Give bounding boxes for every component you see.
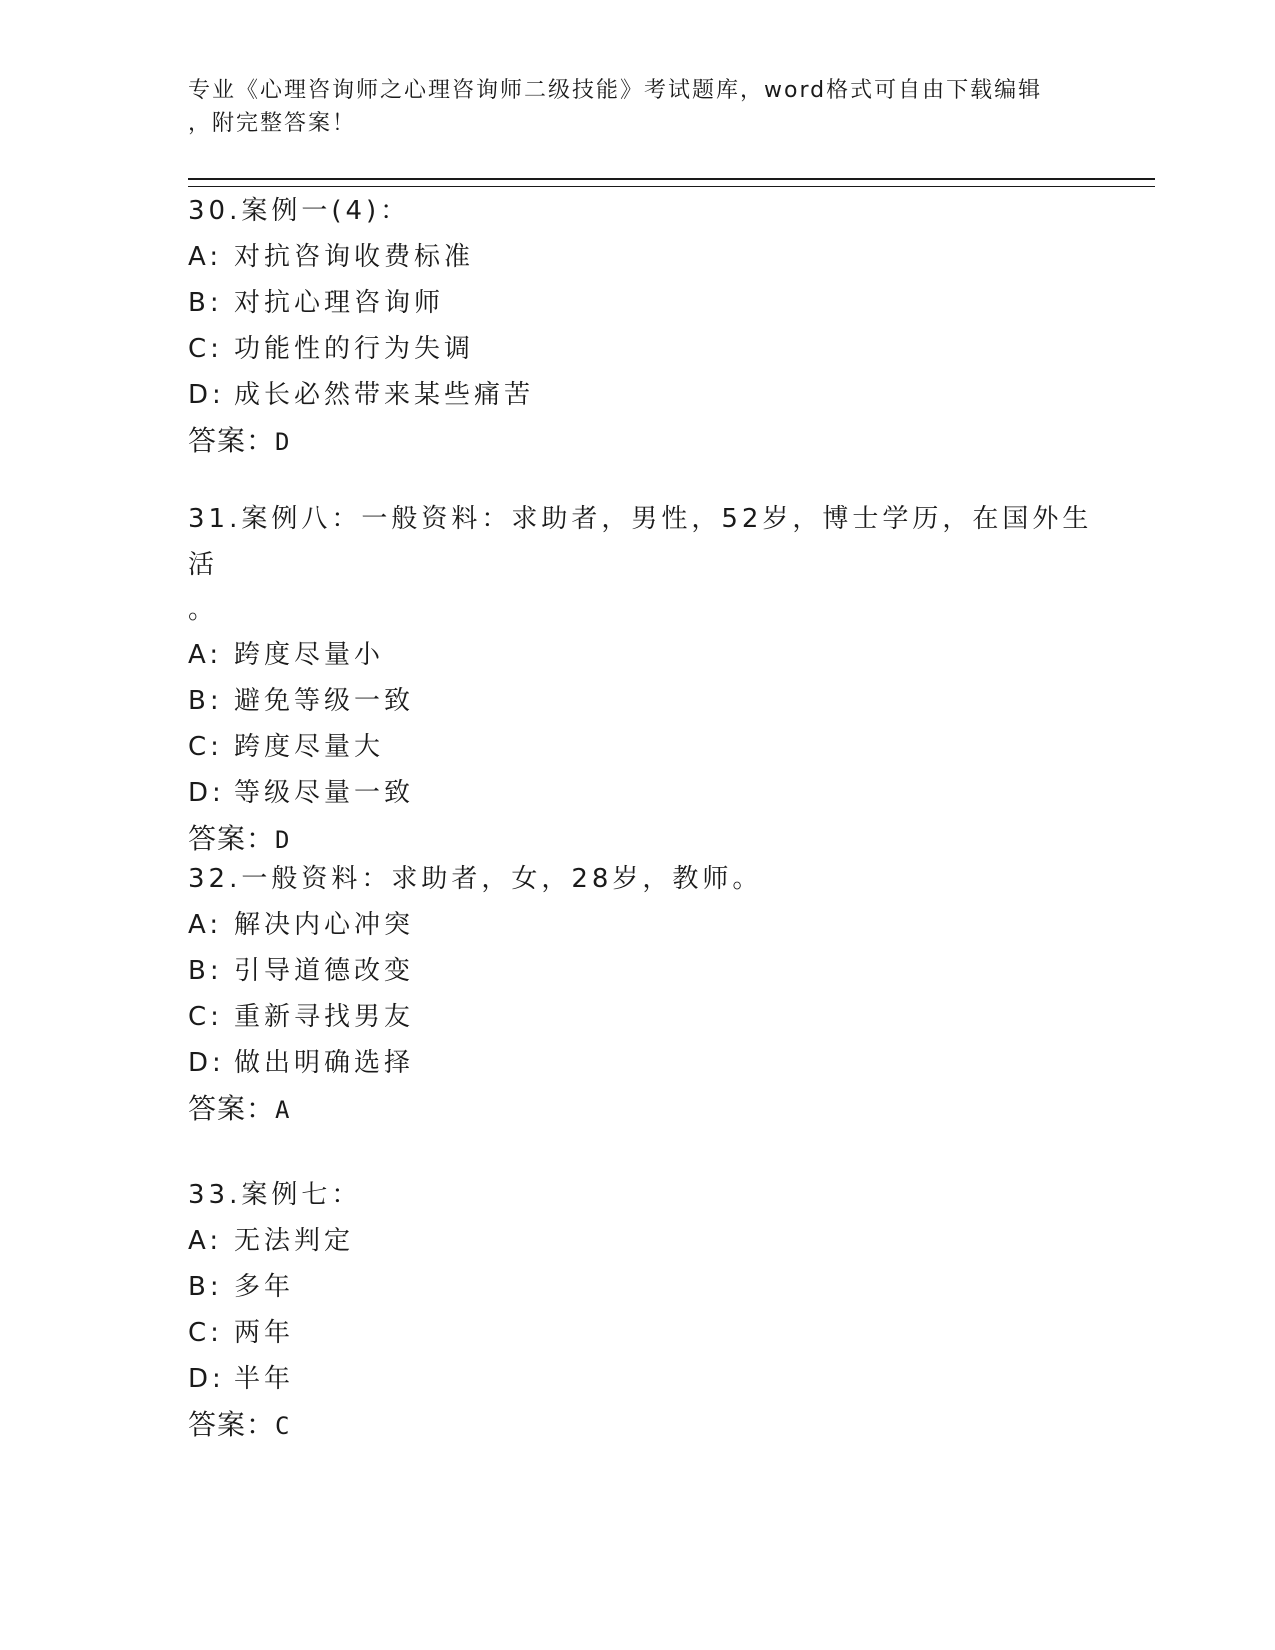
option-letter: D: — [188, 380, 225, 410]
option-text: 等级尽量一致 — [234, 778, 415, 808]
option-c — [188, 724, 1108, 770]
question-title: 32.一般资料：求助者，女，28岁，教师。 — [188, 864, 763, 894]
option-text: 避免等级一致 — [234, 686, 415, 716]
option-letter: D: — [188, 778, 225, 808]
option-letter: B: — [188, 288, 223, 318]
option-letter: B: — [188, 956, 223, 986]
answer-value: D — [275, 428, 291, 456]
question-title: 30.案例一(4)： — [188, 196, 411, 226]
option-b — [188, 280, 1108, 326]
option-letter: A: — [188, 640, 223, 670]
answer-label: 答案： — [188, 1092, 276, 1125]
option-a — [188, 632, 1108, 678]
option-b — [188, 948, 1108, 994]
option-text: 无法判定 — [234, 1226, 355, 1256]
option-letter: A: — [188, 1226, 223, 1256]
option-b — [188, 1264, 1108, 1310]
header-line-2: ，附完整答案！ — [188, 111, 357, 136]
option-d — [188, 372, 1108, 418]
option-b — [188, 678, 1108, 724]
option-text: 跨度尽量小 — [234, 640, 385, 670]
answer-line — [188, 418, 1108, 465]
option-letter: D: — [188, 1048, 225, 1078]
option-letter: D: — [188, 1364, 225, 1394]
question-32 — [188, 856, 1108, 1133]
header-line-1: 专业《心理咨询师之心理咨询师二级技能》考试题库，word格式可自由下载编辑 — [188, 78, 1043, 103]
option-d — [188, 1356, 1108, 1402]
option-a — [188, 1218, 1108, 1264]
question-title — [188, 496, 1108, 632]
question-title-continuation: 。 — [188, 595, 219, 625]
option-letter: C: — [188, 1002, 223, 1032]
option-text: 对抗心理咨询师 — [234, 288, 445, 318]
answer-line — [188, 1402, 1108, 1449]
option-letter: C: — [188, 732, 223, 762]
answer-label: 答案： — [188, 822, 276, 855]
answer-value: D — [275, 826, 291, 854]
answer-value: A — [275, 1096, 291, 1124]
option-text: 成长必然带来某些痛苦 — [234, 380, 535, 410]
option-letter: C: — [188, 1318, 223, 1348]
document-header — [188, 74, 1088, 140]
option-text: 多年 — [234, 1272, 295, 1302]
option-a — [188, 902, 1108, 948]
question-title: 33.案例七： — [188, 1180, 362, 1210]
option-c — [188, 1310, 1108, 1356]
answer-label: 答案： — [188, 1408, 276, 1441]
answer-value: C — [275, 1412, 291, 1440]
option-d — [188, 770, 1108, 816]
option-c — [188, 994, 1108, 1040]
option-text: 功能性的行为失调 — [234, 334, 475, 364]
question-30 — [188, 188, 1108, 465]
option-text: 做出明确选择 — [234, 1048, 415, 1078]
answer-label: 答案： — [188, 424, 276, 457]
answer-line — [188, 1086, 1108, 1133]
question-31 — [188, 496, 1108, 863]
option-text: 跨度尽量大 — [234, 732, 385, 762]
option-text: 重新寻找男友 — [234, 1002, 415, 1032]
header-divider — [188, 178, 1155, 187]
option-letter: B: — [188, 686, 223, 716]
question-title-text: 31.案例八：一般资料：求助者，男性，52岁，博士学历，在国外生活 — [188, 504, 1093, 580]
option-text: 对抗咨询收费标准 — [234, 242, 475, 272]
question-33 — [188, 1172, 1108, 1449]
option-text: 半年 — [234, 1364, 295, 1394]
option-text: 两年 — [234, 1318, 295, 1348]
option-letter: A: — [188, 910, 223, 940]
option-letter: C: — [188, 334, 223, 364]
option-letter: A: — [188, 242, 223, 272]
option-text: 引导道德改变 — [234, 956, 415, 986]
option-c — [188, 326, 1108, 372]
option-letter: B: — [188, 1272, 223, 1302]
option-a — [188, 234, 1108, 280]
option-d — [188, 1040, 1108, 1086]
option-text: 解决内心冲突 — [234, 910, 415, 940]
